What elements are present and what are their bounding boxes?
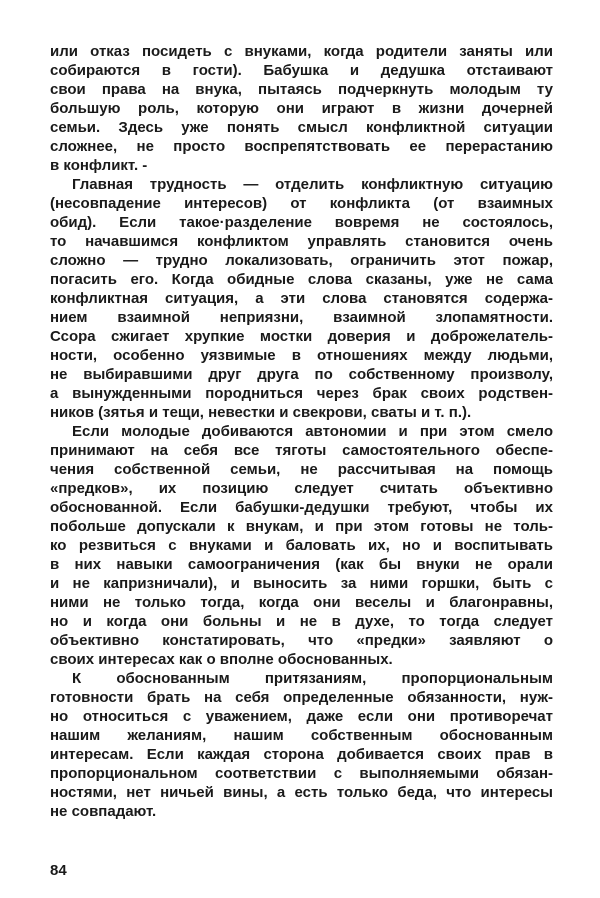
text-line: то начавшимся конфликтом управлять становится очень [50,233,553,250]
text-line: Ссора сжигает хрупкие мостки доверия и доброжелатель- [50,328,553,345]
text-line: интересам. Если каждая сторона добивается своих прав в [50,746,553,763]
text-line: не совпадают. [50,803,157,820]
text-line: готовности брать на себя определенные обязанности, нуж- [50,689,553,706]
text-line: обоснованной. Если бабушки-дедушки требуют, чтобы их [50,499,553,516]
text-line: (несовпадение интересов) от конфликта (от взаимных [50,195,553,212]
text-line: сложнее, не просто воспрепятствовать ее перерастанию [50,138,553,155]
text-line: Главная трудность — отделить конфликтную ситуацию [72,176,553,193]
text-line: погасить его. Когда обидные слова сказаны, уже не сама [50,271,553,288]
paragraph [50,669,553,821]
text-line: своих интересах как о вполне обоснованных. [50,651,393,668]
text-line: принимают на себя все тяготы самостоятельного обеспе- [50,442,553,459]
text-line: обид). Если такое·разделение вовремя не состоялось, [50,214,553,231]
text-line: сложно — трудно локализовать, ограничить этот пожар, [50,252,553,269]
paragraph [50,422,553,669]
text-line: побольше допускали к внукам, и при этом готовы не толь- [50,518,553,535]
text-line: а вынужденными породниться через брак своих родствен- [50,385,553,402]
text-line: «предков», их позицию следует считать объективно [50,480,553,497]
text-line: конфликтная ситуация, а эти слова становятся содержа- [50,290,553,307]
page-body-text [50,42,553,821]
text-line: в конфликт. - [50,157,148,174]
text-line: или отказ посидеть с внуками, когда родители заняты или [50,43,553,60]
text-line: нашим желаниям, нашим собственным обоснованным [50,727,553,744]
text-line: свои права на внука, пытаясь подчеркнуть молодым ту [50,81,553,98]
text-line: в них навыки самоограничения (как бы внуки не орали [50,556,553,573]
text-line: семьи. Здесь уже понять смысл конфликтной ситуации [50,119,553,136]
text-line: Если молодые добиваются автономии и при этом смело [72,423,553,440]
text-line: пропорциональном соответствии с выполняемыми обязан- [50,765,553,782]
text-line: К обоснованным притязаниям, пропорциональным [72,670,553,687]
text-line: чения собственной семьи, не рассчитывая на помощь [50,461,553,478]
text-line: не выбиравшими друг друга по собственному произволу, [50,366,553,383]
text-line: ко резвиться с внуками и баловать их, но и воспитывать [50,537,553,554]
page-number: 84 [50,862,67,879]
text-line: и не капризничали), и выносить за ними горшки, быть с [50,575,553,592]
text-line: объективно констатировать, что «предки» заявляют о [50,632,553,649]
text-line: ников (зятья и тещи, невестки и свекрови, сваты и т. п.). [50,404,472,421]
paragraph [50,42,553,175]
text-line: но относиться с уважением, даже если они противоречат [50,708,553,725]
text-line: ности, особенно уязвимые в отношениях между людьми, [50,347,553,364]
text-line: но и когда они больны и не в духе, то тогда следует [50,613,553,630]
paragraph [50,175,553,422]
text-line: собираются в гости). Бабушка и дедушка отстаивают [50,62,553,79]
text-line: ностями, нет ничьей вины, а есть только беда, что интересы [50,784,553,801]
text-line: большую роль, которую они играют в жизни дочерней [50,100,553,117]
text-line: ними не только тогда, когда они веселы и благонравны, [50,594,553,611]
text-line: нием взаимной неприязни, взаимной злопамятности. [50,309,553,326]
